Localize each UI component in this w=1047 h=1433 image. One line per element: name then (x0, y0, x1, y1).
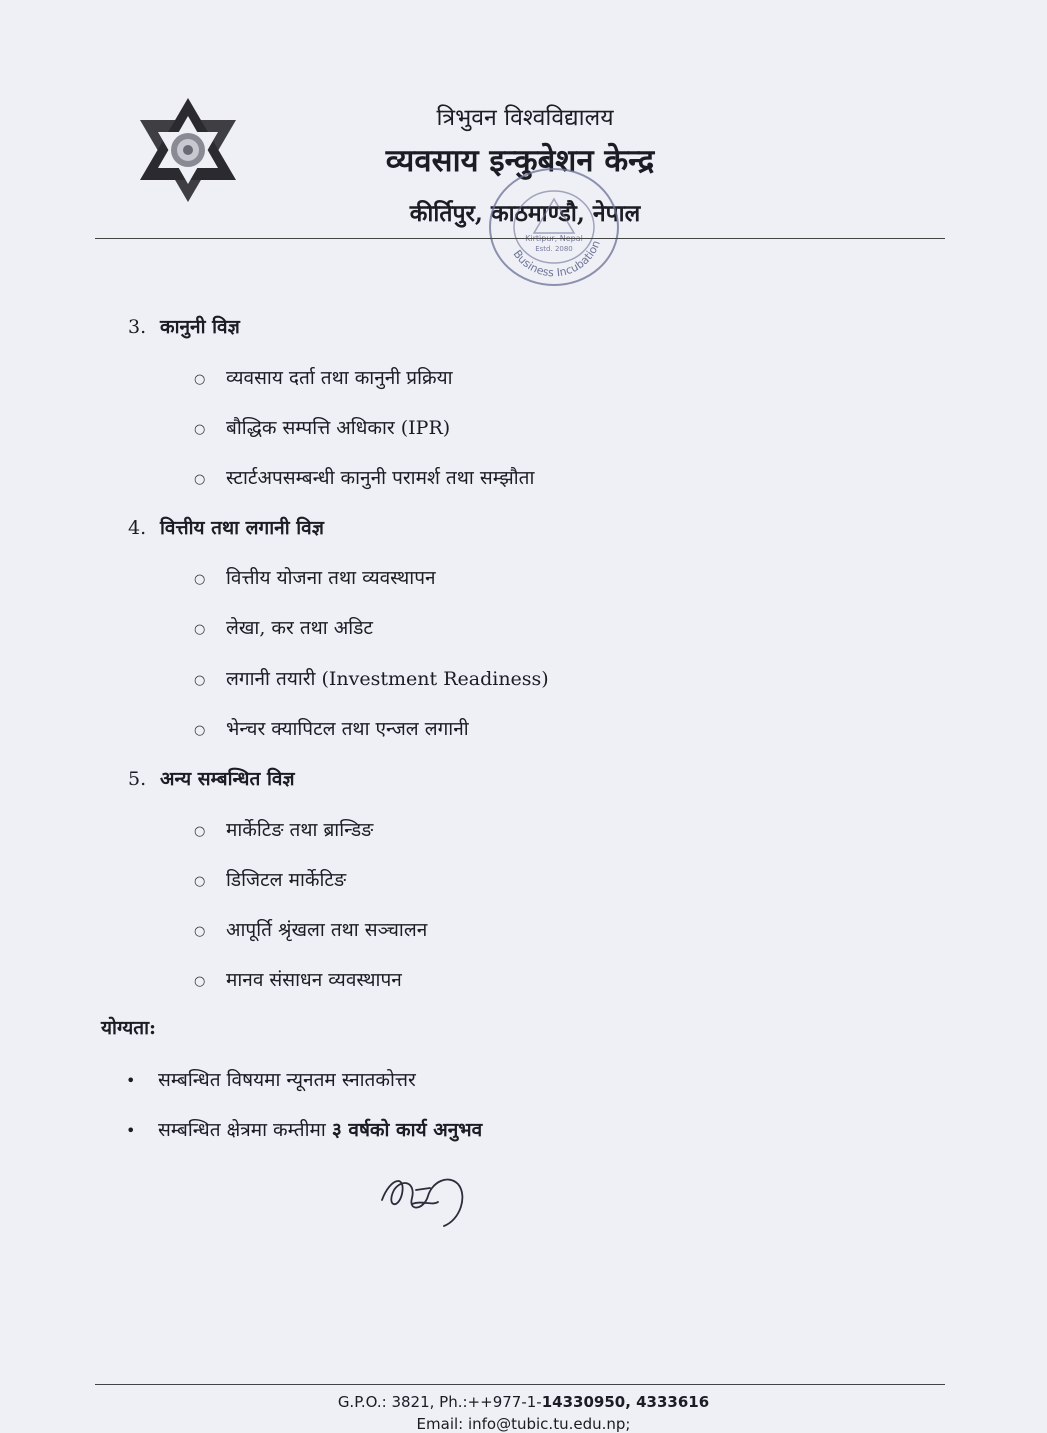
seal-inner-text: Kirtipur, Nepal (525, 234, 583, 243)
list-item: ○ लगानी तयारी (Investment Readiness) (194, 668, 549, 690)
list-item: • सम्बन्धित विषयमा न्यूनतम स्नातकोत्तर (126, 1069, 416, 1091)
list-item: ○ व्यवसाय दर्ता तथा कानुनी प्रक्रिया (194, 367, 453, 389)
university-name: त्रिभुवन विश्वविद्यालय (436, 105, 614, 131)
list-item: • सम्बन्धित क्षेत्रमा कम्तीमा ३ वर्षको कार्य अनुभव (126, 1119, 483, 1141)
section-heading: 5. अन्य सम्बन्धित विज्ञ (128, 768, 295, 790)
list-item: ○ बौद्धिक सम्पत्ति अधिकार (IPR) (194, 417, 451, 439)
address: कीर्तिपुर, काठमाण्डौ, नेपाल (409, 200, 641, 227)
footer-contact: G.P.O.: 3821, Ph.:++977-1-14330950, 4333616 (337, 1393, 710, 1411)
qualification-heading: योग्यता: (101, 1017, 157, 1039)
section-heading: 4. वित्तीय तथा लगानी विज्ञ (128, 517, 324, 539)
svg-text:Business Incubation: Business Incubation (510, 238, 603, 280)
seal-year-text: Estd. 2080 (535, 245, 573, 253)
list-item: ○ लेखा, कर तथा अडिट (194, 617, 373, 639)
list-item: ○ भेन्चर क्यापिटल तथा एन्जल लगानी (194, 718, 469, 740)
list-item: ○ मार्केटिङ तथा ब्रान्डिङ (194, 819, 374, 841)
header-divider (95, 238, 945, 239)
list-item: ○ डिजिटल मार्केटिङ (194, 869, 347, 891)
university-logo (132, 94, 244, 206)
section-heading: 3. कानुनी विज्ञ (128, 316, 240, 338)
footer-email: Email: info@tubic.tu.edu.np; (416, 1415, 631, 1433)
footer-divider (95, 1384, 945, 1385)
signature (372, 1160, 472, 1232)
list-item: ○ मानव संसाधन व्यवस्थापन (194, 969, 402, 991)
list-item: ○ स्टार्टअपसम्बन्धी कानुनी परामर्श तथा सम्झौता (194, 467, 535, 489)
official-seal (479, 165, 629, 287)
list-item: ○ वित्तीय योजना तथा व्यवस्थापन (194, 567, 436, 589)
center-name: व्यवसाय इन्कुबेशन केन्द्र (385, 143, 655, 179)
list-item: ○ आपूर्ति श्रृंखला तथा सञ्चालन (194, 919, 428, 941)
